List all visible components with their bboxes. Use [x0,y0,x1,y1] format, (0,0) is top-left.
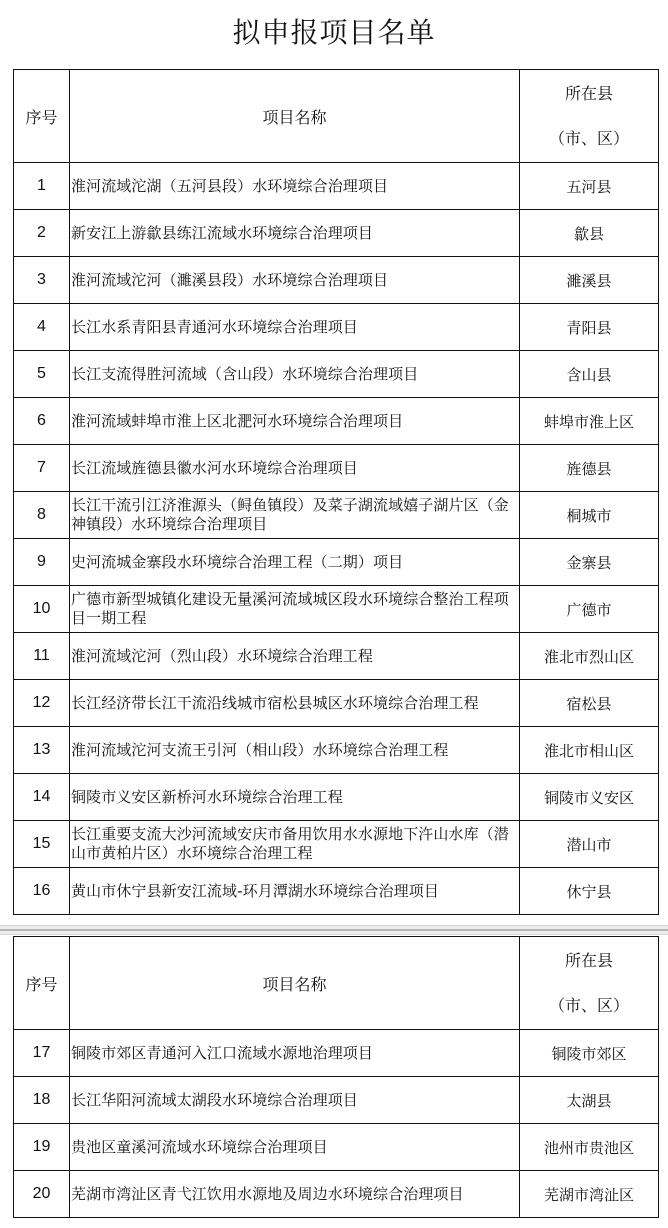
document-title: 拟申报项目名单 [232,16,436,49]
header-project-name: 项目名称 [70,70,520,163]
header-county-line1: 所在县 [564,950,613,970]
table-body-page-2 [14,1030,659,1218]
project-name-cell: 长江重要支流大沙河流域安庆市备用饮用水水源地下汻山水库（潜山市黄柏片区）水环境综合治理工程 [70,821,520,868]
table-row [14,1171,659,1218]
table-row [14,1077,659,1124]
project-name-cell: 黄山市休宁县新安江流域-环月潭湖水环境综合治理项目 [70,868,520,915]
serial-number-cell: 5 [14,351,70,398]
table-row [14,680,659,727]
project-name-cell: 淮河流域沱湖（五河县段）水环境综合治理项目 [70,163,520,210]
table-row [14,398,659,445]
county-cell: 宿松县 [520,680,659,727]
page-break-line [0,929,668,931]
project-name-cell: 贵池区童溪河流域水环境综合治理项目 [70,1124,520,1171]
county-cell: 桐城市 [520,492,659,539]
serial-number-cell: 12 [14,680,70,727]
project-name-cell: 淮河流域沱河（濉溪县段）水环境综合治理项目 [70,257,520,304]
table-row [14,210,659,257]
county-cell: 五河县 [520,163,659,210]
county-cell: 旌德县 [520,445,659,492]
table-body-page-1 [14,163,659,915]
table-row [14,868,659,915]
county-cell: 潜山市 [520,821,659,868]
county-cell: 含山县 [520,351,659,398]
serial-number-cell: 20 [14,1171,70,1218]
serial-number-cell: 14 [14,774,70,821]
table-row [14,492,659,539]
table-row [14,163,659,210]
project-name-cell: 新安江上游歙县练江流域水环境综合治理项目 [70,210,520,257]
project-table-page-2 [13,936,659,1218]
table-row [14,586,659,633]
project-name-cell: 长江经济带长江干流沿线城市宿松县城区水环境综合治理工程 [70,680,520,727]
project-name-cell: 长江流域旌德县徽水河水环境综合治理项目 [70,445,520,492]
header-serial-number: 序号 [14,937,70,1030]
table-header-row [14,70,659,163]
project-name-cell: 铜陵市义安区新桥河水环境综合治理工程 [70,774,520,821]
serial-number-cell: 2 [14,210,70,257]
header-project-name: 项目名称 [70,937,520,1030]
county-cell: 淮北市烈山区 [520,633,659,680]
serial-number-cell: 7 [14,445,70,492]
county-cell: 金寨县 [520,539,659,586]
table-row [14,257,659,304]
county-cell: 歙县 [520,210,659,257]
serial-number-cell: 19 [14,1124,70,1171]
header-county-line1: 所在县 [564,83,613,103]
serial-number-cell: 10 [14,586,70,633]
serial-number-cell: 15 [14,821,70,868]
table-row [14,304,659,351]
serial-number-cell: 16 [14,868,70,915]
project-name-cell: 长江支流得胜河流域（含山段）水环境综合治理项目 [70,351,520,398]
header-county [520,937,659,1030]
serial-number-cell: 11 [14,633,70,680]
serial-number-cell: 8 [14,492,70,539]
table-row [14,539,659,586]
serial-number-cell: 13 [14,727,70,774]
project-name-cell: 长江干流引江济淮源头（鲟鱼镇段）及菜子湖流域嬉子湖片区（金神镇段）水环境综合治理项目 [70,492,520,539]
serial-number-cell: 17 [14,1030,70,1077]
project-name-cell: 长江水系青阳县青通河水环境综合治理项目 [70,304,520,351]
header-serial-number: 序号 [14,70,70,163]
header-county-line2: （市、区） [548,995,629,1015]
serial-number-cell: 3 [14,257,70,304]
project-name-cell: 铜陵市郊区青通河入江口流域水源地治理项目 [70,1030,520,1077]
project-name-cell: 史河流城金寨段水环境综合治理工程（二期）项目 [70,539,520,586]
table-row [14,727,659,774]
table-row [14,351,659,398]
serial-number-cell: 4 [14,304,70,351]
serial-number-cell: 6 [14,398,70,445]
table-row [14,1124,659,1171]
county-cell: 蚌埠市淮上区 [520,398,659,445]
county-cell: 濉溪县 [520,257,659,304]
table-row [14,633,659,680]
table-row [14,445,659,492]
county-cell: 休宁县 [520,868,659,915]
county-cell: 铜陵市义安区 [520,774,659,821]
project-name-cell: 芜湖市湾沚区青弋江饮用水源地及周边水环境综合治理项目 [70,1171,520,1218]
county-cell: 池州市贵池区 [520,1124,659,1171]
table-row [14,774,659,821]
serial-number-cell: 9 [14,539,70,586]
county-cell: 太湖县 [520,1077,659,1124]
serial-number-cell: 18 [14,1077,70,1124]
county-cell: 铜陵市郊区 [520,1030,659,1077]
header-county [520,70,659,163]
header-county-line2: （市、区） [548,128,629,148]
county-cell: 芜湖市湾沚区 [520,1171,659,1218]
project-name-cell: 淮河流域沱河支流王引河（相山段）水环境综合治理工程 [70,727,520,774]
county-cell: 广德市 [520,586,659,633]
project-name-cell: 广德市新型城镇化建设无量溪河流域城区段水环境综合整治工程项目一期工程 [70,586,520,633]
county-cell: 淮北市相山区 [520,727,659,774]
table-row [14,1030,659,1077]
project-name-cell: 淮河流域蚌埠市淮上区北淝河水环境综合治理项目 [70,398,520,445]
table-row [14,821,659,868]
project-table-page-1 [13,69,659,915]
project-name-cell: 长江华阳河流域太湖段水环境综合治理项目 [70,1077,520,1124]
page-break-separator [0,925,668,935]
table-header-row [14,937,659,1030]
project-name-cell: 淮河流域沱河（烈山段）水环境综合治理工程 [70,633,520,680]
serial-number-cell: 1 [14,163,70,210]
county-cell: 青阳县 [520,304,659,351]
